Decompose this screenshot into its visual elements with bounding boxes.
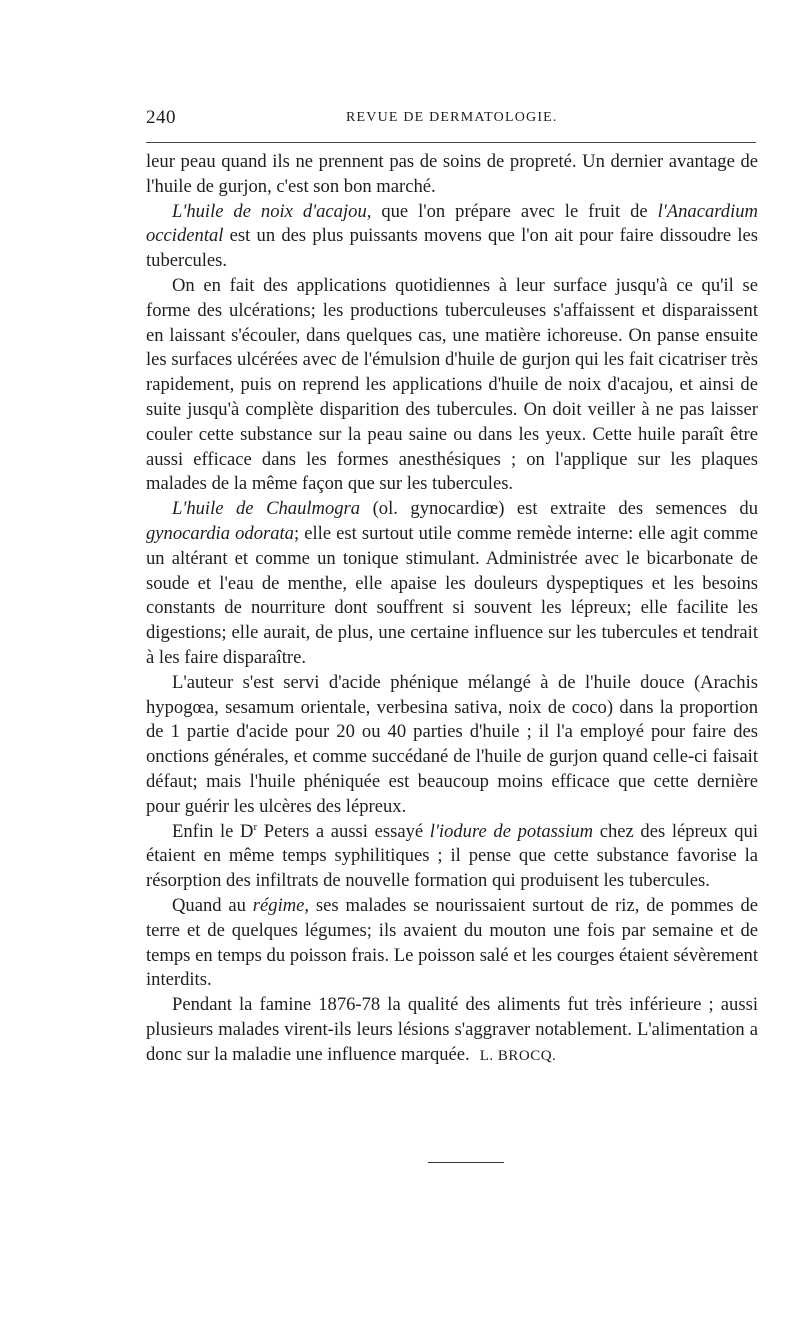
paragraph-2-rest: est un des plus puissants movens que l'on ait pour faire dissoudre les tubercules. xyxy=(146,225,758,272)
paragraph-2-italic-1: L'huile de noix d'acajou, xyxy=(172,200,372,222)
article-body xyxy=(146,150,758,1068)
paragraph-7-rest: ses malades se nourissaient surtout de riz, de pommes de terre et de quelques légumes; ils avaient du mouton une fois par semaine et de temps en temps du poisson frais. Le poisson salé et les courges étaient sévèrement interdits. xyxy=(146,894,758,991)
paragraph-8 xyxy=(146,993,758,1068)
paragraph-6-italic: l'iodure de potassium xyxy=(429,820,594,842)
paragraph-4-italic-1: L'huile de Chaulmogra xyxy=(172,498,361,520)
paragraph-3-text: On en fait des applications quotidiennes à leur surface jusqu'à ce qu'il se forme des ulcérations; les productions tuberculeuses s'affaissent et disparaissent en laissant s'écouler, dans quelques cas, une matière ichoreuse. On panse ensuite les surfaces ulcérées avec de l'émulsion d'huile de gurjon qui les fait cicatriser très rapidement, puis on reprend les applications d'huile de noix d'acajou, et ainsi de suite jusqu'à complète disparition des tubercules. On doit veiller à ne pas laisser couler cette substance sur la peau saine ou dans les yeux. Cette huile paraît être aussi efficace dans les formes anesthésiques ; on l'applique sur les plaques malades de la même façon que sur les tubercules. xyxy=(146,274,758,495)
paragraph-1-text: leur peau quand ils ne prennent pas de soins de propreté. Un dernier avantage de l'huile de gurjon, c'est son bon marché. xyxy=(146,151,758,197)
running-head: REVUE DE DERMATOLOGIE. xyxy=(346,110,558,125)
paragraph-8-text: Pendant la famine 1876-78 la qualité des aliments fut très inférieure ; aussi plusieurs malades virent-ils leurs lésions s'aggraver notablement. L'alimentation a donc sur la maladie une influence marquée. xyxy=(146,994,758,1065)
paragraph-2 xyxy=(146,200,758,274)
paragraph-4-rest: ; elle est surtout utile comme remède interne: elle agit comme un altérant et comme un tonique stimulant. Administrée avec le bicarbonate de soude et l'eau de menthe, elle apaise les douleurs dyspeptiques et les besoins constants de nourriture dont souffrent si souvent les lépreux; elle facilite les digestions; elle aurait, de plus, une certaine influence sur les tubercules et tendrait à les faire disparaître. xyxy=(146,522,758,668)
header-rule xyxy=(146,142,756,143)
paragraph-6-superscript: r xyxy=(253,820,258,833)
author-signature: L. BROCQ. xyxy=(479,1047,557,1064)
paragraph-6-mid: Peters a aussi essayé xyxy=(257,820,430,842)
paragraph-2-mid: que l'on prépare avec le fruit de xyxy=(371,200,658,222)
paragraph-1 xyxy=(146,150,758,200)
paragraph-7 xyxy=(146,894,758,993)
paragraph-5 xyxy=(146,671,758,820)
paragraph-5-text: L'auteur s'est servi d'acide phénique mélangé à de l'huile douce (Arachis hypogœa, sesamum orientale, verbesina sativa, noix de coco) dans la proportion de 1 partie d'acide pour 20 ou 40 parties d'huile ; il l'a employé pour faire des onctions générales, et comme succédané de l'huile de gurjon quand celle-ci faisait défaut; mais l'huile phéniquée est beaucoup moins efficace que cette dernière pour guérir les ulcères des lépreux. xyxy=(146,671,758,817)
page-number: 240 xyxy=(146,107,176,128)
paragraph-4 xyxy=(146,497,758,671)
paragraph-6-rest: chez des lépreux qui étaient en même temps syphilitiques ; il pense que cette substance favorise la résorption des infiltrats de nouvelle formation qui produisent les tubercules. xyxy=(146,820,758,892)
paragraph-7-italic: régime, xyxy=(252,894,310,916)
paragraph-6-pre: Enfin le D xyxy=(172,820,254,842)
paragraph-4-italic-2: gynocardia odorata xyxy=(146,522,294,544)
paragraph-7-pre: Quand au xyxy=(172,894,253,916)
paragraph-2-italic-2: l'Anacardium occidental xyxy=(146,200,758,247)
page-header xyxy=(146,107,756,131)
paragraph-6 xyxy=(146,820,758,894)
paragraph-3 xyxy=(146,274,758,497)
paragraph-4-mid: (ol. gynocardiœ) est extraite des semences du xyxy=(360,498,758,520)
end-rule xyxy=(428,1162,504,1163)
